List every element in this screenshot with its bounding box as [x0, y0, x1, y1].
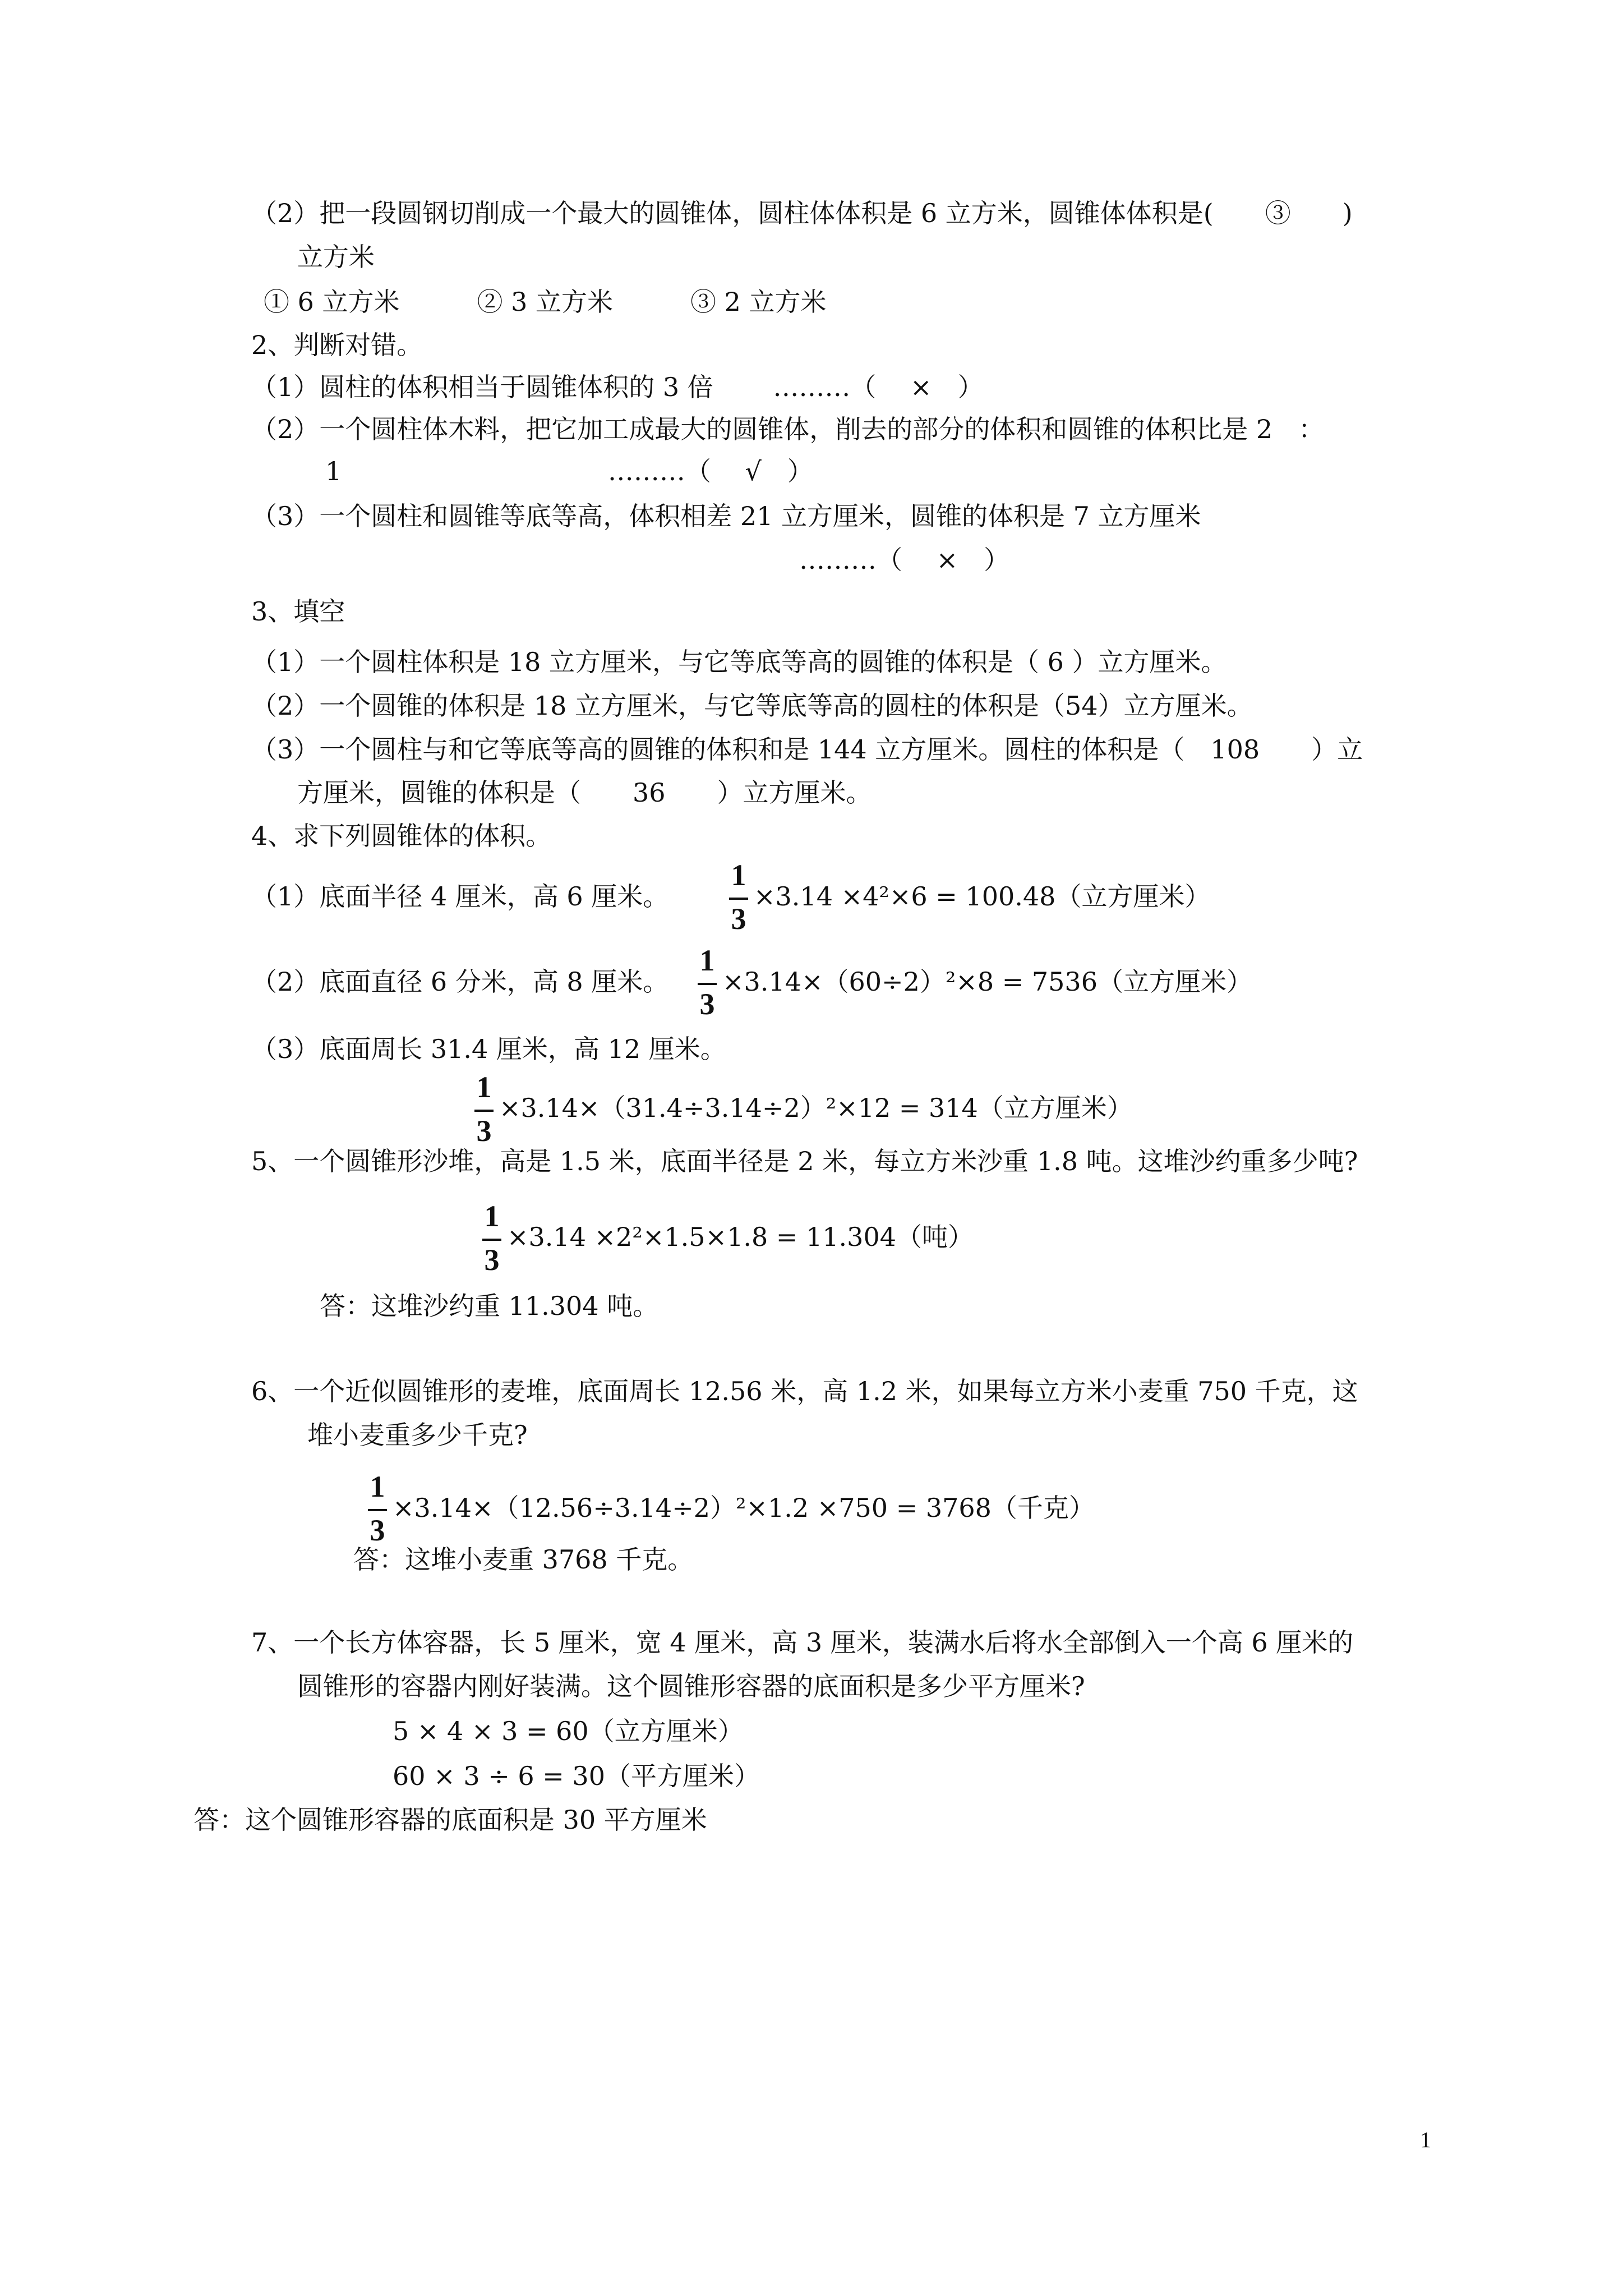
question-7-formula-1: 5 × 4 × 3 = 60（立方厘米）: [393, 1716, 744, 1746]
question-6-line-1: 6、一个近似圆锥形的麦堆，底面周长 12.56 米，高 1.2 米，如果每立方米小麦重 750 千克，这: [251, 1376, 1358, 1406]
fraction-numerator: 1: [370, 1470, 385, 1503]
question-5: 5、一个圆锥形沙堆，高是 1.5 米，底面半径是 2 米，每立方米沙重 1.8 吨。这堆沙约重多少吨?: [251, 1146, 1358, 1176]
fill-item-3-line-2: 方厘米，圆锥的体积是（ 36 ）立方厘米。: [297, 777, 872, 808]
fraction-numerator: 1: [476, 1070, 492, 1104]
fraction-bar: [368, 1509, 387, 1511]
fraction-bar: [474, 1110, 494, 1112]
volume-item-1-question: （1）底面半径 4 厘米，高 6 厘米。: [251, 881, 669, 912]
question-6-line-2: 堆小麦重多少千克?: [307, 1420, 528, 1450]
volume-item-2-formula: ×3.14×（60÷2）²×8 = 7536（立方厘米）: [722, 967, 1252, 997]
question-1-2-line-1: （2）把一段圆钢切削成一个最大的圆锥体，圆柱体体积是 6 立方米，圆锥体体积是( ③ ): [251, 198, 1353, 228]
question-6-answer: 答：这堆小麦重 3768 千克。: [353, 1544, 694, 1575]
section-3-title: 3、填空: [251, 596, 345, 627]
volume-item-2-question: （2）底面直径 6 分米，高 8 厘米。: [251, 967, 669, 997]
fraction-bar: [729, 898, 748, 900]
question-1-2-options: ① 6 立方米 ② 3 立方米 ③ 2 立方米: [264, 287, 827, 317]
judge-item-2-line-1: （2）一个圆柱体木料，把它加工成最大的圆锥体，削去的部分的体积和圆锥的体积比是 2 ：: [251, 414, 1325, 444]
question-6-formula: ×3.14×（12.56÷3.14÷2）²×1.2 ×750 = 3768（千克）: [393, 1493, 1095, 1523]
fraction-bar: [698, 983, 717, 985]
fraction-denominator: 3: [370, 1513, 385, 1547]
section-2-title: 2、判断对错。: [251, 330, 423, 360]
volume-item-1-formula: ×3.14 ×4²×6 = 100.48（立方厘米）: [754, 881, 1211, 912]
fraction-denominator: 3: [484, 1243, 500, 1277]
fill-item-3-line-1: （3）一个圆柱与和它等底等高的圆锥的体积和是 144 立方厘米。圆柱的体积是（ 108 ）立: [251, 734, 1363, 765]
judge-item-3-line-1: （3）一个圆柱和圆锥等底等高，体积相差 21 立方厘米，圆锥的体积是 7 立方厘米: [251, 501, 1201, 531]
fraction-numerator: 1: [484, 1199, 500, 1233]
fill-item-1: （1）一个圆柱体积是 18 立方厘米，与它等底等高的圆锥的体积是（ 6 ）立方厘米。: [251, 647, 1227, 677]
fraction-denominator: 3: [476, 1114, 492, 1148]
question-7-formula-2: 60 × 3 ÷ 6 = 30（平方厘米）: [393, 1761, 760, 1791]
question-5-answer: 答：这堆沙约重 11.304 吨。: [320, 1291, 659, 1321]
question-7-line-2: 圆锥形的容器内刚好装满。这个圆锥形容器的底面积是多少平方厘米?: [297, 1671, 1085, 1701]
question-7-answer: 答：这个圆锥形容器的底面积是 30 平方厘米: [193, 1805, 707, 1835]
judge-item-1: （1）圆柱的体积相当于圆锥体积的 3 倍 ………（ × ）: [251, 372, 984, 402]
question-7-line-1: 7、一个长方体容器，长 5 厘米，宽 4 厘米，高 3 厘米，装满水后将水全部倒入一个高 6 厘米的: [251, 1627, 1354, 1658]
page-number: 1: [1420, 2127, 1431, 2152]
question-1-2-line-2: 立方米: [297, 242, 375, 272]
fraction-numerator: 1: [731, 858, 746, 892]
fraction-denominator: 3: [699, 987, 715, 1021]
judge-item-2-line-2: 1 ………（ √ ）: [325, 456, 813, 486]
section-4-title: 4、求下列圆锥体的体积。: [251, 821, 552, 851]
fraction-bar: [482, 1239, 501, 1241]
volume-item-3-question: （3）底面周长 31.4 厘米，高 12 厘米。: [251, 1034, 726, 1064]
question-5-formula: ×3.14 ×2²×1.5×1.8 = 11.304（吨）: [507, 1222, 974, 1252]
volume-item-3-formula: ×3.14×（31.4÷3.14÷2）²×12 = 314（立方厘米）: [499, 1093, 1133, 1123]
judge-item-3-line-2: ………（ × ）: [799, 545, 1010, 575]
fraction-denominator: 3: [731, 902, 746, 936]
fraction-numerator: 1: [699, 944, 715, 977]
fill-item-2: （2）一个圆锥的体积是 18 立方厘米，与它等底等高的圆柱的体积是（54）立方厘米。: [251, 691, 1253, 721]
